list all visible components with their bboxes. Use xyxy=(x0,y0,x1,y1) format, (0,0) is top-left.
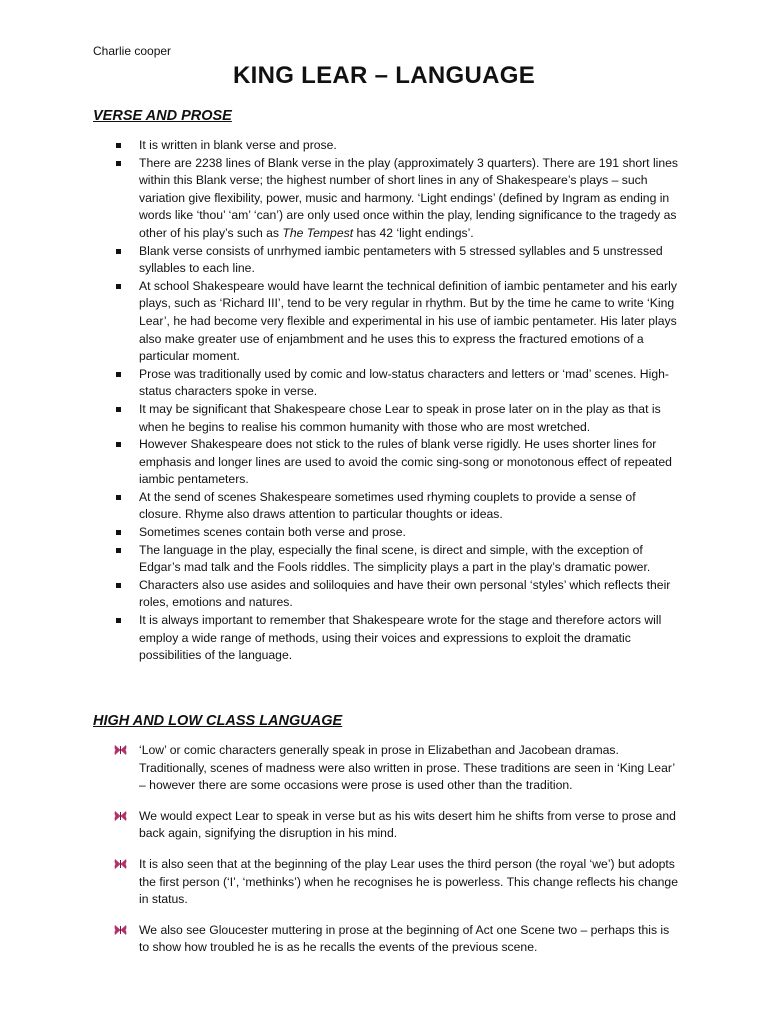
list-item xyxy=(0,577,679,612)
butterfly-bullet-icon xyxy=(114,858,127,870)
list-item-text: The language in the play, especially the final scene, is direct and simple, with the exception of Edgar’s mad talk and the Fools riddles. The simplicity plays a part in the play’s dramatic power. xyxy=(139,542,651,575)
square-bullet-icon xyxy=(116,143,121,148)
list-item xyxy=(0,856,679,909)
section-heading-high-and-low-class-language: HIGH AND LOW CLASS LANGUAGE xyxy=(93,713,343,729)
list-item-text: We also see Gloucester muttering in prose at the beginning of Act one Scene two – perhaps this is to show how troubled he is as he recalls the events of the previous scene. xyxy=(139,922,670,955)
list-item-text: There are 2238 lines of Blank verse in the play (approximately 3 quarters). There are 191 short lines within this Blank verse; the highest number of short lines in any of Shakespeare’s plays – such variation give flexibility, power, music and harmony. ‘Light endings’ (defined by Ingram as ending in words like ‘thou’ ‘am’ ‘can’) are only used once within the play, lending significance to the tragedy as other of his play’s such as xyxy=(139,155,679,240)
list-item xyxy=(0,922,679,957)
list-item xyxy=(0,742,679,795)
verse-and-prose-list xyxy=(0,137,679,665)
list-item-text-end: has 42 ‘light endings’. xyxy=(353,225,474,240)
list-item-text: It may be significant that Shakespeare chose Lear to speak in prose later on in the play as that is when he begins to realise his common humanity with those who are most wretched. xyxy=(139,401,661,434)
square-bullet-icon xyxy=(116,618,121,623)
butterfly-bullet-icon xyxy=(114,924,127,936)
square-bullet-icon xyxy=(116,249,121,254)
list-item xyxy=(0,401,679,436)
list-item xyxy=(0,366,679,401)
square-bullet-icon xyxy=(116,284,121,289)
list-item xyxy=(0,808,679,843)
list-item xyxy=(0,155,679,243)
butterfly-bullet-icon xyxy=(114,810,127,822)
square-bullet-icon xyxy=(116,161,121,166)
list-item xyxy=(0,612,679,665)
list-item-text: It is always important to remember that Shakespeare wrote for the stage and therefore actors will employ a wide range of methods, using their voices and expressions to exploit the dramatic possibilities of the language. xyxy=(139,613,662,663)
page-title: KING LEAR – LANGUAGE xyxy=(232,62,535,89)
list-item xyxy=(0,278,679,366)
italic-play-title: The Tempest xyxy=(282,225,354,240)
list-item-text: Characters also use asides and soliloquies and have their own personal ‘styles’ which reflects their roles, emotions and natures. xyxy=(139,577,671,610)
square-bullet-icon xyxy=(116,442,121,447)
list-item xyxy=(0,436,679,489)
section-heading-verse-and-prose: VERSE AND PROSE xyxy=(93,108,232,124)
list-item xyxy=(0,542,679,577)
square-bullet-icon xyxy=(116,548,121,553)
list-item-text: At school Shakespeare would have learnt the technical definition of iambic pentameter and his early plays, such as ‘Richard III’, tend to be very regular in rhythm. But by the time he came to write ‘King Lear’, he had become very flexible and experimental in his use of iambic pentameter. His later plays also make greater use of enjambment and he uses this to express the fractured emotions of a particular moment. xyxy=(139,278,677,364)
square-bullet-icon xyxy=(116,372,121,377)
list-item-text: At the send of scenes Shakespeare sometimes used rhyming couplets to provide a sense of closure. Rhyme also draws attention to particular thoughts or ideas. xyxy=(139,489,636,522)
list-item-text: Prose was traditionally used by comic and low-status characters and letters or ‘mad’ scenes. High-status characters spoke in verse. xyxy=(139,366,669,399)
list-item-text: It is also seen that at the beginning of the play Lear uses the third person (the royal ‘we’) but adopts the first person (‘I’, ‘methinks’) when he recognises he is powerless. This change reflects his change in status. xyxy=(139,856,678,907)
square-bullet-icon xyxy=(116,530,121,535)
list-item-text: However Shakespeare does not stick to the rules of blank verse rigidly. He uses shorter lines for emphasis and longer lines are used to avoid the comic sing-song or monotonous effect of repeated iambic pentameters. xyxy=(139,437,672,487)
square-bullet-icon xyxy=(116,495,121,500)
list-item-text: ‘Low’ or comic characters generally speak in prose in Elizabethan and Jacobean dramas. Traditionally, scenes of madness were also written in prose. These traditions are seen in ‘King Lear’ – however there are some occasions were prose is used other than the tradition. xyxy=(139,743,675,793)
list-item xyxy=(0,243,679,278)
author-name: Charlie cooper xyxy=(93,44,172,58)
list-item-text: Blank verse consists of unrhymed iambic pentameters with 5 stressed syllables and 5 unstressed syllables to each line. xyxy=(139,243,663,276)
square-bullet-icon xyxy=(116,407,121,412)
list-item-text: Sometimes scenes contain both verse and prose. xyxy=(139,525,406,540)
list-item-text: It is written in blank verse and prose. xyxy=(139,138,337,152)
square-bullet-icon xyxy=(116,583,121,588)
butterfly-bullet-icon xyxy=(114,744,127,756)
list-item xyxy=(0,137,679,155)
list-item xyxy=(0,524,679,542)
list-item xyxy=(0,489,679,524)
list-item-text: We would expect Lear to speak in verse but as his wits desert him he shifts from verse to prose and back again, signifying the disruption in his mind. xyxy=(139,808,676,841)
high-and-low-class-list xyxy=(0,742,679,970)
